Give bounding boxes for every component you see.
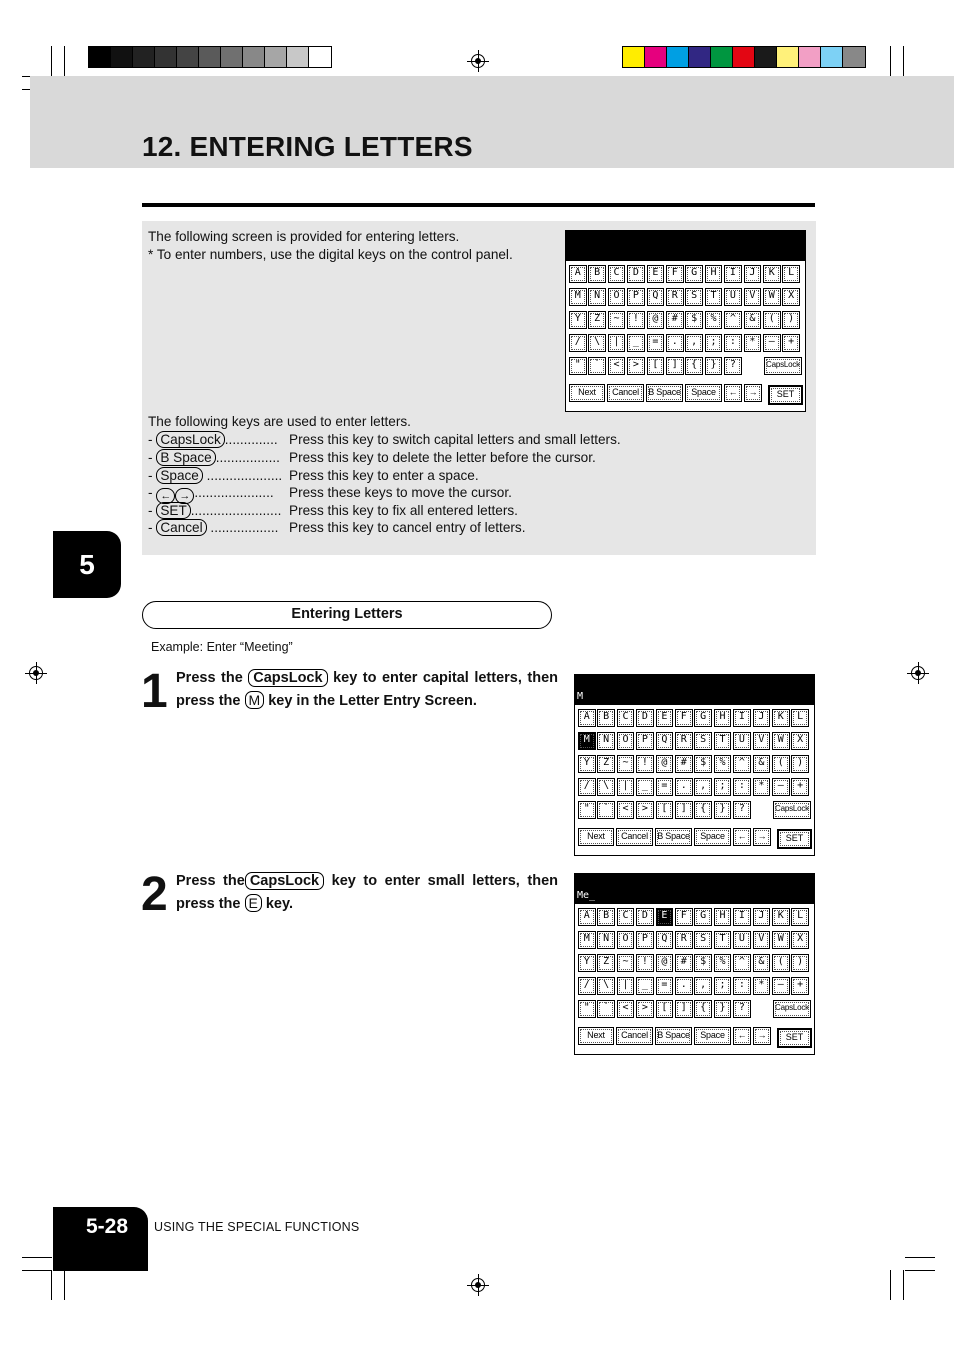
letter-key[interactable]: | [608, 334, 626, 352]
next-key[interactable]: Next [578, 828, 614, 846]
letter-key[interactable]: Q [647, 288, 665, 306]
grayscale-color-bar [88, 46, 332, 68]
crop-mark [51, 1270, 52, 1300]
space-keycap: Space [156, 467, 203, 484]
letter-key[interactable]: } [705, 357, 723, 375]
letter-entry-screen [574, 674, 815, 856]
letter-key[interactable]: I [733, 908, 751, 926]
letter-key[interactable]: > [636, 801, 654, 819]
letter-key[interactable]: % [714, 755, 732, 773]
key-item-space: - Space .................... [148, 468, 283, 483]
letter-key[interactable]: I [724, 265, 742, 283]
letter-key[interactable]: H [714, 709, 732, 727]
key-item-arrows: - ← → ..................... [148, 485, 274, 502]
letter-key[interactable]: Y [569, 311, 587, 329]
letter-key[interactable]: @ [647, 311, 665, 329]
gray-swatch [177, 47, 199, 67]
registration-mark [467, 50, 489, 72]
letter-key[interactable]: : [733, 778, 751, 796]
letter-key[interactable]: { [694, 801, 712, 819]
cursor-right-key[interactable]: → [753, 1027, 771, 1045]
crop-mark [22, 1270, 52, 1271]
letter-key[interactable]: R [675, 732, 693, 750]
letter-key[interactable]: / [578, 977, 596, 995]
letter-key[interactable]: \ [597, 778, 615, 796]
letter-key[interactable]: H [714, 908, 732, 926]
letter-key[interactable]: & [753, 755, 771, 773]
step-1-instruction [176, 667, 558, 712]
letter-key[interactable]: N [588, 288, 606, 306]
key-desc-capslock: Press this key to switch capital letters and small letters. [289, 432, 621, 447]
letter-key[interactable]: W [772, 931, 790, 949]
letter-key[interactable]: . [666, 334, 684, 352]
color-swatch [689, 47, 711, 67]
letter-key[interactable]: B [588, 265, 606, 283]
cursor-right-key[interactable]: → [744, 384, 762, 402]
letter-key[interactable]: V [753, 931, 771, 949]
letter-key[interactable]: D [636, 908, 654, 926]
step-text: key to enter capital letters, then press the [176, 670, 558, 709]
letter-key[interactable]: J [744, 265, 762, 283]
letter-key[interactable]: ~ [608, 311, 626, 329]
letter-key[interactable]: < [617, 1000, 635, 1018]
capslock-keycap: CapsLock [156, 431, 224, 448]
capslock-key[interactable]: CapsLock [764, 357, 802, 375]
letter-key[interactable]: [ [656, 801, 674, 819]
leader-dots: ........................ [190, 503, 282, 518]
letter-key[interactable]: K [763, 265, 781, 283]
lcd-display-field [566, 231, 805, 261]
gray-swatch [133, 47, 155, 67]
capslock-keycap: CapsLock [245, 872, 324, 890]
letter-key[interactable]: H [705, 265, 723, 283]
letter-key[interactable]: # [666, 311, 684, 329]
key-desc-arrows: Press these keys to move the cursor. [289, 485, 512, 500]
letter-key[interactable]: _ [636, 977, 654, 995]
registration-mark [25, 662, 47, 684]
cancel-key[interactable]: Cancel [616, 1027, 653, 1045]
set-keycap: SET [156, 502, 190, 519]
letter-key[interactable]: — [772, 778, 790, 796]
letter-key[interactable]: > [627, 357, 645, 375]
gray-swatch [155, 47, 177, 67]
letter-key[interactable]: L [791, 709, 809, 727]
crop-mark [905, 1257, 935, 1258]
page-title: 12. ENTERING LETTERS [142, 131, 473, 162]
lcd-display-field: M [575, 675, 814, 705]
letter-key[interactable]: ! [636, 755, 654, 773]
letter-key[interactable]: $ [694, 954, 712, 972]
gray-swatch [199, 47, 221, 67]
letter-key[interactable]: B [597, 908, 615, 926]
letter-key[interactable]: ` [588, 357, 606, 375]
letter-key[interactable]: = [656, 977, 674, 995]
letter-key[interactable]: B [597, 709, 615, 727]
letter-key[interactable]: | [617, 778, 635, 796]
letter-key[interactable]: / [578, 778, 596, 796]
color-swatch [711, 47, 733, 67]
letter-key[interactable]: U [733, 732, 751, 750]
registration-mark [907, 662, 929, 684]
letter-key[interactable]: X [791, 732, 809, 750]
letter-key[interactable]: % [714, 954, 732, 972]
letter-key[interactable]: O [608, 288, 626, 306]
letter-key[interactable]: ` [597, 801, 615, 819]
letter-key[interactable]: / [569, 334, 587, 352]
letter-key[interactable]: X [782, 288, 800, 306]
key-desc-bspace: Press this key to delete the letter before the cursor. [289, 450, 596, 465]
crop-mark [64, 46, 65, 76]
crop-mark [890, 1270, 891, 1300]
letter-key[interactable]: { [694, 1000, 712, 1018]
letter-key[interactable]: \ [588, 334, 606, 352]
cancel-key[interactable]: Cancel [607, 384, 644, 402]
color-swatch [843, 47, 865, 67]
letter-key[interactable]: ) [791, 755, 809, 773]
letter-key[interactable]: " [578, 801, 596, 819]
step-text: Press the [176, 873, 245, 889]
letter-key[interactable]: P [636, 931, 654, 949]
letter-key[interactable]: E [656, 908, 674, 926]
letter-key[interactable]: & [753, 954, 771, 972]
letter-key[interactable]: T [714, 732, 732, 750]
letter-key[interactable]: . [675, 778, 693, 796]
letter-key[interactable]: F [666, 265, 684, 283]
letter-key[interactable]: ? [724, 357, 742, 375]
letter-key[interactable]: A [569, 265, 587, 283]
letter-key[interactable]: R [666, 288, 684, 306]
crop-mark [890, 46, 891, 76]
letter-key[interactable]: @ [656, 755, 674, 773]
letter-key[interactable]: N [597, 931, 615, 949]
letter-key[interactable]: [ [656, 1000, 674, 1018]
step-text: key in the Letter Entry Screen. [264, 692, 477, 709]
example-text: Example: Enter “Meeting” [151, 640, 293, 654]
letter-key[interactable]: " [578, 1000, 596, 1018]
registration-mark [467, 1274, 489, 1296]
letter-key[interactable]: F [675, 709, 693, 727]
letter-key[interactable]: $ [685, 311, 703, 329]
letter-key[interactable]: _ [627, 334, 645, 352]
letter-key[interactable]: , [685, 334, 703, 352]
color-swatch [777, 47, 799, 67]
cursor-left-key[interactable]: ← [724, 384, 742, 402]
letter-key[interactable]: ^ [733, 954, 751, 972]
cancel-key[interactable]: Cancel [616, 828, 653, 846]
letter-key[interactable]: — [763, 334, 781, 352]
capslock-keycap: CapsLock [248, 669, 327, 687]
bspace-key[interactable]: B Space [655, 1027, 692, 1045]
letter-key[interactable]: ] [675, 801, 693, 819]
leader-dots: ................. [215, 450, 280, 465]
set-key[interactable]: SET [768, 385, 803, 405]
m-keycap: M [245, 691, 265, 709]
step-number: 1 [141, 665, 168, 718]
letter-key[interactable]: ~ [617, 954, 635, 972]
letter-key[interactable]: = [647, 334, 665, 352]
cursor-left-key[interactable]: ← [733, 828, 751, 846]
letter-key[interactable]: ] [666, 357, 684, 375]
bspace-keycap: B Space [156, 449, 215, 466]
letter-key[interactable]: C [617, 709, 635, 727]
title-rule [142, 203, 815, 207]
space-key[interactable]: Space [694, 828, 731, 846]
gray-swatch [243, 47, 265, 67]
letter-key[interactable]: > [636, 1000, 654, 1018]
letter-key[interactable]: C [617, 908, 635, 926]
set-key[interactable]: SET [777, 1028, 812, 1048]
letter-key[interactable]: S [685, 288, 703, 306]
gray-swatch [287, 47, 309, 67]
page-number: 5-28 [53, 1207, 148, 1271]
gray-swatch [89, 47, 111, 67]
letter-key[interactable]: D [627, 265, 645, 283]
section-heading: Entering Letters [142, 601, 552, 629]
intro-line-1: The following screen is provided for entering letters. [148, 229, 460, 244]
letter-key[interactable]: X [791, 931, 809, 949]
lcd-display-field: Me_ [575, 874, 814, 904]
letter-key[interactable]: F [675, 908, 693, 926]
footer-section-title: USING THE SPECIAL FUNCTIONS [154, 1220, 360, 1234]
cursor-right-key[interactable]: → [753, 828, 771, 846]
letter-key[interactable]: T [714, 931, 732, 949]
letter-key[interactable]: K [772, 709, 790, 727]
crop-mark [51, 46, 52, 76]
letter-key[interactable]: U [733, 931, 751, 949]
letter-key[interactable]: : [733, 977, 751, 995]
letter-key[interactable]: ! [636, 954, 654, 972]
capslock-key[interactable]: CapsLock [773, 1000, 811, 1018]
letter-key[interactable]: . [675, 977, 693, 995]
letter-key[interactable]: ) [782, 311, 800, 329]
key-desc-set: Press this key to fix all entered letters. [289, 503, 518, 518]
key-desc-space: Press this key to enter a space. [289, 468, 479, 483]
letter-key[interactable]: , [694, 778, 712, 796]
letter-key[interactable]: # [675, 954, 693, 972]
letter-key[interactable]: % [705, 311, 723, 329]
letter-key[interactable]: Z [588, 311, 606, 329]
letter-key[interactable]: M [569, 288, 587, 306]
letter-key[interactable]: Z [597, 755, 615, 773]
letter-key[interactable]: I [733, 709, 751, 727]
letter-key[interactable]: ) [791, 954, 809, 972]
letter-key[interactable]: ? [733, 1000, 751, 1018]
gray-swatch [221, 47, 243, 67]
letter-key[interactable]: W [763, 288, 781, 306]
letter-key[interactable]: A [578, 709, 596, 727]
letter-key[interactable]: J [753, 908, 771, 926]
capslock-key[interactable]: CapsLock [773, 801, 811, 819]
step-number: 2 [141, 868, 168, 921]
letter-key[interactable]: < [608, 357, 626, 375]
space-key[interactable]: Space [685, 384, 722, 402]
letter-key[interactable]: Q [656, 931, 674, 949]
letter-key[interactable]: G [694, 709, 712, 727]
color-swatch [645, 47, 667, 67]
letter-key[interactable]: + [782, 334, 800, 352]
process-color-bar [622, 46, 866, 68]
letter-key[interactable]: E [656, 709, 674, 727]
letter-key[interactable]: U [724, 288, 742, 306]
letter-key[interactable]: E [647, 265, 665, 283]
letter-key[interactable]: Q [656, 732, 674, 750]
letter-key[interactable]: \ [597, 977, 615, 995]
letter-key[interactable]: P [627, 288, 645, 306]
letter-key[interactable]: P [636, 732, 654, 750]
step-2-instruction [176, 870, 558, 915]
letter-key[interactable]: Z [597, 954, 615, 972]
letter-key[interactable]: $ [694, 755, 712, 773]
color-swatch [755, 47, 777, 67]
letter-key[interactable]: ! [627, 311, 645, 329]
key-item-set: - SET ........................ [148, 503, 282, 518]
crop-mark [903, 46, 904, 76]
crop-mark [903, 1270, 904, 1300]
keys-intro: The following keys are used to enter letters. [148, 414, 411, 429]
letter-key[interactable]: < [617, 801, 635, 819]
key-item-cancel: - Cancel .................. [148, 520, 279, 535]
set-key[interactable]: SET [777, 829, 812, 849]
letter-key[interactable]: @ [656, 954, 674, 972]
letter-key[interactable]: A [578, 908, 596, 926]
color-swatch [623, 47, 645, 67]
letter-key[interactable]: S [694, 931, 712, 949]
letter-key[interactable]: & [744, 311, 762, 329]
letter-key[interactable]: Y [578, 755, 596, 773]
key-item-bspace: - B Space ................. [148, 450, 280, 465]
letter-key[interactable]: } [714, 801, 732, 819]
letter-entry-screen [574, 873, 815, 1055]
letter-key[interactable]: O [617, 732, 635, 750]
leader-dots: ..................... [194, 485, 274, 500]
letter-key[interactable]: ( [772, 755, 790, 773]
letter-key[interactable]: * [753, 977, 771, 995]
leader-dots: .................... [202, 468, 283, 483]
letter-key[interactable]: M [578, 931, 596, 949]
letter-key[interactable]: W [772, 732, 790, 750]
step-text: key. [261, 895, 294, 912]
right-arrow-icon: → [175, 488, 194, 504]
gray-swatch [309, 47, 331, 67]
letter-key[interactable]: * [753, 778, 771, 796]
cursor-left-key[interactable]: ← [733, 1027, 751, 1045]
letter-key[interactable]: N [597, 732, 615, 750]
letter-key[interactable]: K [772, 908, 790, 926]
letter-key[interactable]: [ [647, 357, 665, 375]
letter-key[interactable]: ; [714, 977, 732, 995]
chapter-tab: 5 [53, 531, 121, 598]
key-item-capslock: - CapsLock .............. [148, 432, 278, 447]
letter-key[interactable]: D [636, 709, 654, 727]
letter-key[interactable]: L [791, 908, 809, 926]
letter-key[interactable]: T [705, 288, 723, 306]
letter-key[interactable]: ? [733, 801, 751, 819]
letter-key[interactable]: # [675, 755, 693, 773]
e-keycap: E [245, 894, 262, 912]
color-swatch [821, 47, 843, 67]
key-desc-cancel: Press this key to cancel entry of letters. [289, 520, 526, 535]
intro-line-2: * To enter numbers, use the digital keys on the control panel. [148, 247, 513, 262]
letter-key[interactable]: C [608, 265, 626, 283]
step-text: key to enter small letters, then press the [176, 873, 558, 912]
bspace-key[interactable]: B Space [646, 384, 683, 402]
crop-mark [22, 1257, 52, 1258]
letter-key[interactable]: + [791, 778, 809, 796]
letter-key[interactable]: G [694, 908, 712, 926]
color-swatch [667, 47, 689, 67]
letter-key[interactable]: ~ [617, 755, 635, 773]
letter-key[interactable]: , [694, 977, 712, 995]
letter-key[interactable]: V [744, 288, 762, 306]
letter-key[interactable]: V [753, 732, 771, 750]
step-text: Press the [176, 670, 249, 686]
color-swatch [799, 47, 821, 67]
letter-key[interactable]: ` [597, 1000, 615, 1018]
cancel-keycap: Cancel [156, 519, 206, 536]
letter-key[interactable]: ; [705, 334, 723, 352]
letter-key[interactable]: G [685, 265, 703, 283]
letter-entry-screen [565, 230, 806, 412]
crop-mark [64, 1270, 65, 1300]
letter-key[interactable]: Y [578, 954, 596, 972]
color-swatch [733, 47, 755, 67]
letter-key[interactable]: ^ [724, 311, 742, 329]
letter-key[interactable]: J [753, 709, 771, 727]
letter-key[interactable]: O [617, 931, 635, 949]
gray-swatch [265, 47, 287, 67]
letter-key[interactable]: = [656, 778, 674, 796]
letter-key[interactable]: * [744, 334, 762, 352]
crop-mark [905, 1270, 935, 1271]
space-key[interactable]: Space [694, 1027, 731, 1045]
letter-key[interactable]: _ [636, 778, 654, 796]
letter-key[interactable]: " [569, 357, 587, 375]
next-key[interactable]: Next [569, 384, 605, 402]
letter-key[interactable]: M [578, 732, 596, 750]
letter-key[interactable]: ^ [733, 755, 751, 773]
gray-swatch [111, 47, 133, 67]
left-arrow-icon: ← [156, 488, 175, 504]
letter-key[interactable]: } [714, 1000, 732, 1018]
letter-key[interactable]: ] [675, 1000, 693, 1018]
letter-key[interactable]: { [685, 357, 703, 375]
letter-key[interactable]: + [791, 977, 809, 995]
letter-key[interactable]: R [675, 931, 693, 949]
letter-key[interactable]: ( [763, 311, 781, 329]
letter-key[interactable]: ( [772, 954, 790, 972]
leader-dots: .............. [224, 432, 278, 447]
letter-key[interactable]: ; [714, 778, 732, 796]
bspace-key[interactable]: B Space [655, 828, 692, 846]
letter-key[interactable]: : [724, 334, 742, 352]
letter-key[interactable]: — [772, 977, 790, 995]
letter-key[interactable]: L [782, 265, 800, 283]
letter-key[interactable]: | [617, 977, 635, 995]
leader-dots: .................. [206, 520, 279, 535]
next-key[interactable]: Next [578, 1027, 614, 1045]
letter-key[interactable]: S [694, 732, 712, 750]
